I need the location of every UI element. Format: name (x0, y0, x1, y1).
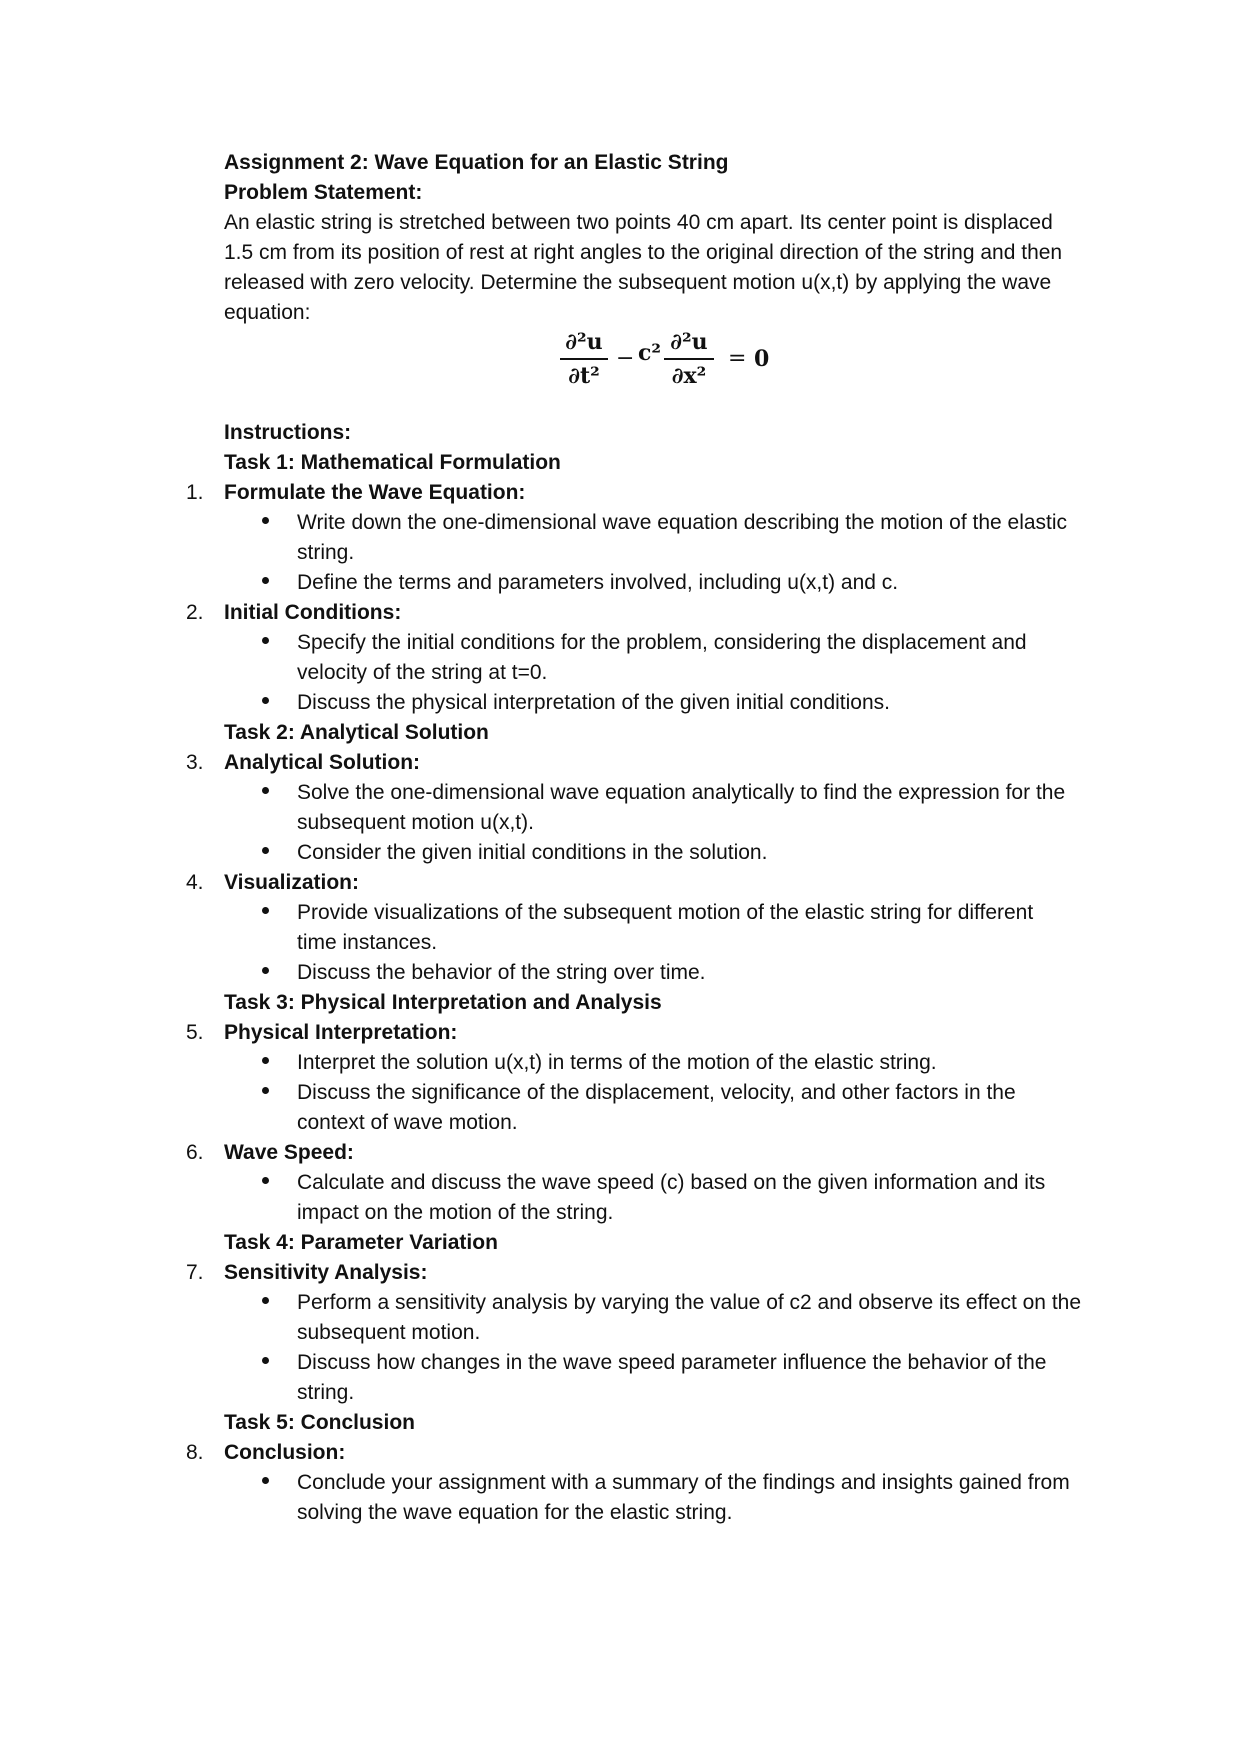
bullet-icon (262, 1297, 269, 1304)
item-1-number: 1. (186, 481, 204, 504)
item-7-bullet-b-line-1: Discuss how changes in the wave speed parameter influence the behavior of the (297, 1351, 1047, 1374)
item-2-bullet-a-line-2: velocity of the string at t=0. (297, 661, 548, 684)
item-2-bullet-b: Discuss the physical interpretation of the given initial conditions. (297, 691, 890, 714)
item-6-bullet-a-line-2: impact on the motion of the string. (297, 1201, 614, 1224)
item-1-label: Formulate the Wave Equation: (224, 481, 526, 504)
item-7-bullet-a-line-1: Perform a sensitivity analysis by varying the value of c2 and observe its effect on the (297, 1291, 1082, 1314)
task-1-heading: Task 1: Mathematical Formulation (224, 451, 561, 474)
bullet-icon (262, 1057, 269, 1064)
bullet-icon (262, 637, 269, 644)
bullet-icon (262, 1087, 269, 1094)
bullet-icon (262, 1357, 269, 1364)
bullet-icon (262, 1177, 269, 1184)
item-1-bullet-a-line-1: Write down the one-dimensional wave equation describing the motion of the elastic (297, 511, 1068, 534)
bullet-icon (262, 907, 269, 914)
problem-line-3: released with zero velocity. Determine the subsequent motion u(x,t) by applying the wave (224, 271, 1052, 294)
item-4-bullet-a-line-1: Provide visualizations of the subsequent motion of the elastic string for different (297, 901, 1034, 924)
bullet-icon (262, 1477, 269, 1484)
item-5-bullet-b-line-1: Discuss the significance of the displacement, velocity, and other factors in the (297, 1081, 1016, 1104)
item-5-bullet-b-line-2: context of wave motion. (297, 1111, 518, 1134)
equals-sign: = (728, 346, 747, 371)
bullet-icon (262, 697, 269, 704)
numerator-space: ∂²u (670, 329, 708, 355)
item-5-bullet-a: Interpret the solution u(x,t) in terms of the motion of the elastic string. (297, 1051, 937, 1074)
item-1-bullet-a-line-2: string. (297, 541, 355, 564)
item-6-bullet-a-line-1: Calculate and discuss the wave speed (c) based on the given information and its (297, 1171, 1046, 1194)
bullet-icon (262, 787, 269, 794)
bullet-icon (262, 967, 269, 974)
item-8-number: 8. (186, 1441, 204, 1464)
item-1-bullet-b: Define the terms and parameters involved, including u(x,t) and c. (297, 571, 899, 594)
item-3-bullet-a-line-1: Solve the one-dimensional wave equation analytically to find the expression for the (297, 781, 1066, 804)
item-4-number: 4. (186, 871, 204, 894)
item-4-bullet-a-line-2: time instances. (297, 931, 438, 954)
numerator-time: ∂²u (565, 329, 603, 355)
problem-line-1: An elastic string is stretched between two points 40 cm apart. Its center point is displaced (224, 211, 1053, 234)
item-7-bullet-a-line-2: subsequent motion. (297, 1321, 481, 1344)
item-4-label: Visualization: (224, 871, 359, 894)
item-7-label: Sensitivity Analysis: (224, 1261, 428, 1284)
item-5-number: 5. (186, 1021, 204, 1044)
item-5-label: Physical Interpretation: (224, 1021, 458, 1044)
minus-sign: − (616, 346, 635, 371)
item-2-label: Initial Conditions: (224, 601, 402, 624)
bullet-icon (262, 517, 269, 524)
item-3-number: 3. (186, 751, 204, 774)
bullet-icon (262, 577, 269, 584)
item-6-number: 6. (186, 1141, 204, 1164)
item-3-bullet-b: Consider the given initial conditions in the solution. (297, 841, 768, 864)
problem-line-4: equation: (224, 301, 311, 324)
item-6-label: Wave Speed: (224, 1141, 354, 1164)
item-7-number: 7. (186, 1261, 204, 1284)
fraction-time (560, 328, 608, 390)
item-2-number: 2. (186, 601, 204, 624)
right-hand-side: 0 (754, 346, 770, 372)
item-8-bullet-a-line-2: solving the wave equation for the elastic string. (297, 1501, 733, 1524)
item-7-bullet-b-line-2: string. (297, 1381, 355, 1404)
task-3-heading: Task 3: Physical Interpretation and Analysis (224, 991, 662, 1014)
item-3-bullet-a-line-2: subsequent motion u(x,t). (297, 811, 534, 834)
assignment-title: Assignment 2: Wave Equation for an Elastic String (224, 151, 729, 174)
problem-heading: Problem Statement: (224, 181, 423, 204)
task-2-heading: Task 2: Analytical Solution (224, 721, 489, 744)
item-4-bullet-b: Discuss the behavior of the string over time. (297, 961, 706, 984)
item-3-label: Analytical Solution: (224, 751, 421, 774)
item-8-label: Conclusion: (224, 1441, 346, 1464)
denominator-space: ∂x² (671, 363, 707, 389)
item-8-bullet-a-line-1: Conclude your assignment with a summary of the findings and insights gained from (297, 1471, 1070, 1494)
fraction-space (664, 328, 714, 390)
instructions-heading: Instructions: (224, 421, 352, 444)
item-2-bullet-a-line-1: Specify the initial conditions for the problem, considering the displacement and (297, 631, 1027, 654)
wave-speed-coefficient: c² (638, 340, 662, 366)
task-5-heading: Task 5: Conclusion (224, 1411, 415, 1434)
wave-equation (560, 328, 780, 398)
denominator-time: ∂t² (568, 363, 600, 389)
task-4-heading: Task 4: Parameter Variation (224, 1231, 498, 1254)
problem-line-2: 1.5 cm from its position of rest at right angles to the original direction of the string and then (224, 241, 1063, 264)
bullet-icon (262, 847, 269, 854)
